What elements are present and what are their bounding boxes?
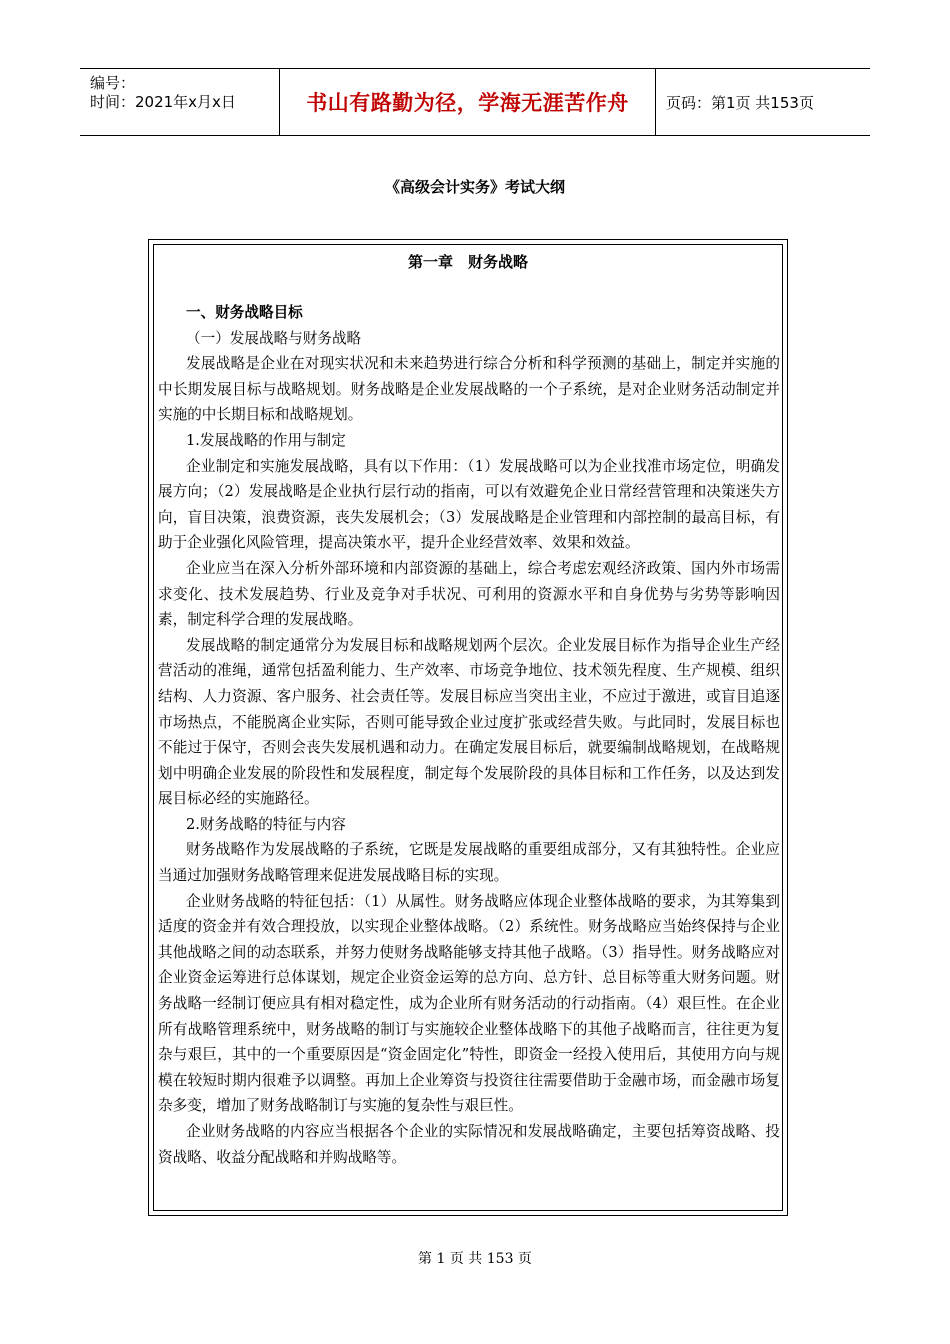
number-label: 编号： [90, 74, 136, 92]
paragraph: 发展战略的制定通常分为发展目标和战略规划两个层次。企业发展目标作为指导企业生产经营活动的准绳，通常包括盈利能力、生产效率、市场竞争地位、技术领先程度、生产规模、组织结构、人力资源、客户服务、社会责任等。发展目标应当突出主业，不应过于激进，或盲目追逐市场热点，不能脱离企业实际，否则可能导致企业过度扩张或经营失败。与此同时，发展目标也不能过于保守，否则会丧失发展机遇和动力。在确定发展目标后，就要编制战略规划，在战略规划中明确企业发展的阶段性和发展程度，制定每个发展阶段的具体目标和工作任务，以及达到发展目标必经的实施路径。 [158, 636, 780, 808]
content-box [148, 239, 788, 1216]
paragraph: 企业财务战略的内容应当根据各个企业的实际情况和发展战略确定，主要包括筹资战略、投资战略、收益分配战略和并购战略等。 [158, 1123, 780, 1166]
time-label: 时间：2021年x月x日 [90, 93, 236, 111]
paragraph: 企业应当在深入分析外部环境和内部资源的基础上，综合考虑宏观经济政策、国内外市场需求变化、技术发展趋势、行业及竞争对手状况、可利用的资源水平和自身优势与劣势等影响因素，制定科学合理的发展战略。 [158, 559, 780, 629]
subsection-heading: （一）发展战略与财务战略 [186, 329, 362, 347]
content-frame [153, 244, 783, 1211]
chapter-title: 第一章 财务战略 [407, 253, 528, 271]
subsection-heading: 1.发展战略的作用与制定 [186, 431, 346, 449]
header-meta [80, 69, 280, 135]
paragraph: 企业制定和实施发展战略，具有以下作用：（1）发展战略可以为企业找准市场定位，明确发展方向；（2）发展战略是企业执行层行动的指南，可以有效避免企业日常经营管理和决策迷失方向，盲目决策，浪费资源，丧失发展机会；（3）发展战略是企业管理和内部控制的最高目标，有助于企业强化风险管理，提高决策水平，提升企业经营效率、效果和效益。 [158, 457, 780, 552]
header-page-code: 页码：第1页 共153页 [666, 93, 814, 112]
chapter-body [158, 300, 780, 1170]
document-header [80, 68, 870, 136]
paragraph: 企业财务战略的特征包括：（1）从属性。财务战略应体现企业整体战略的要求，为其筹集到适度的资金并有效合理投放，以实现企业整体战略。（2）系统性。财务战略应当始终保持与企业其他战略之间的动态联系，并努力使财务战略能够支持其他子战略。（3）指导性。财务战略应对企业资金运筹进行总体谋划，规定企业资金运筹的总方向、总方针、总目标等重大财务问题。财务战略一经制订便应具有相对稳定性，成为企业所有财务活动的行动指南。（4）艰巨性。在企业所有战略管理系统中，财务战略的制订与实施较企业整体战略下的其他子战略而言，往往更为复杂与艰巨，其中的一个重要原因是“资金固定化”特性，即资金一经投入使用后，其使用方向与规模在较短时期内很难予以调整。再加上企业筹资与投资往往需要借助于金融市场，而金融市场复杂多变，增加了财务战略制订与实施的复杂性与艰巨性。 [158, 892, 780, 1115]
subsection-heading: 2.财务战略的特征与内容 [186, 815, 346, 833]
page-footer: 第 1 页 共 153 页 [418, 1251, 532, 1267]
paragraph: 发展战略是企业在对现实状况和未来趋势进行综合分析和科学预测的基础上，制定并实施的中长期发展目标与战略规划。财务战略是企业发展战略的一个子系统，是对企业财务活动制定并实施的中长期目标和战略规划。 [158, 355, 780, 424]
document-title: 《高级会计实务》考试大纲 [384, 178, 565, 196]
header-motto: 书山有路勤为径，学海无涯苦作舟 [306, 91, 629, 115]
section-heading: 一、财务战略目标 [186, 304, 303, 321]
paragraph: 财务战略作为发展战略的子系统，它既是发展战略的重要组成部分，又有其独特性。企业应当通过加强财务战略管理来促进发展战略目标的实现。 [158, 841, 780, 885]
